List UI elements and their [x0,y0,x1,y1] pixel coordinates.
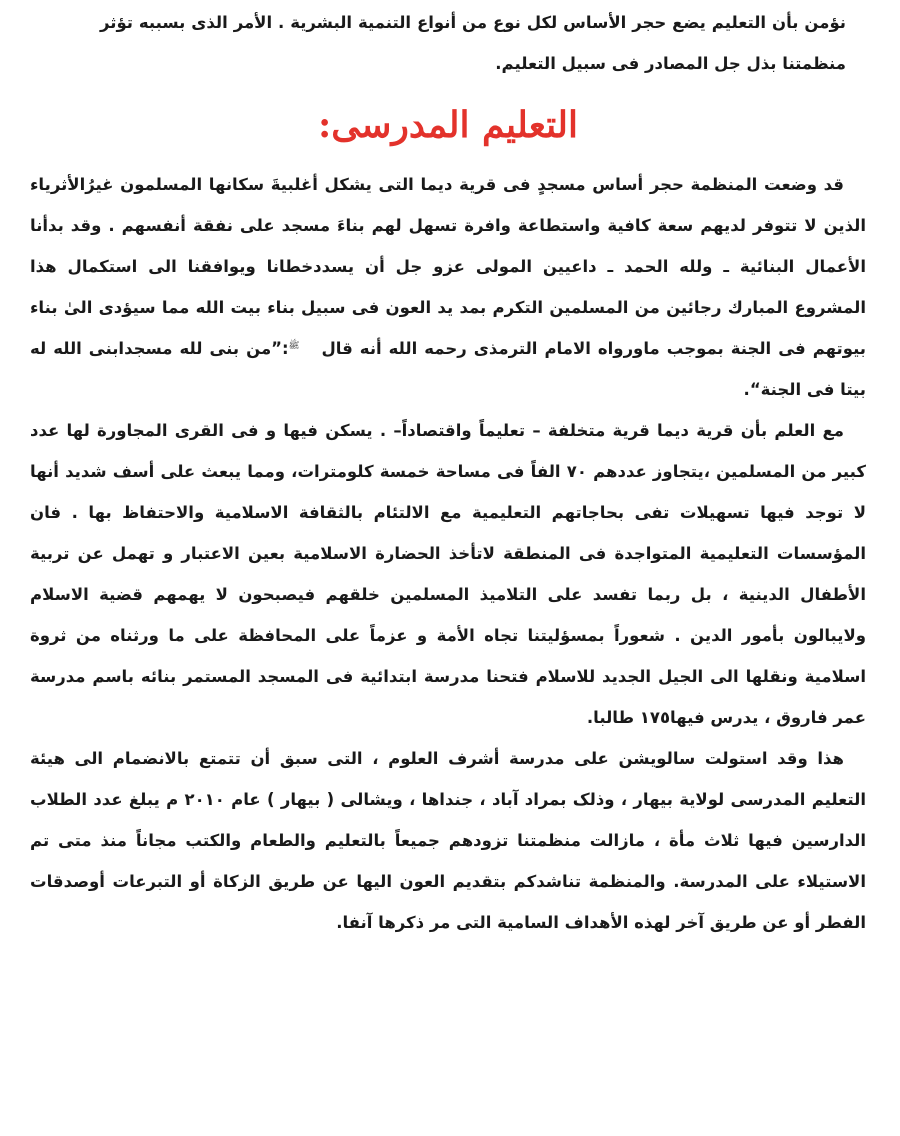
paragraph-mosque [30,164,866,410]
paragraph-ashraf-school: هذا وقد استولت سالويشن على مدرسة أشرف العلوم ، التى سبق أن تتمتع بالانضمام الى هيئة التعليم المدرسى لولاية بيهار ، وذلک بمراد آباد ، جنداها ، ويشالى ( بيهار ) عام ٢٠١٠ م يبلغ عدد الطلاب الدارسين فيها ثلاث مأة ، مازالت منظمتنا تزودهم جميعاً بالتعليم والطعام والكتب مجاناً منذ متى تم الاستيلاء على المدرسة. والمنظمة تناشدكم بتقديم العون اليها عن طريق الزكاة أو التبرعات أوصدقات الفطر أو عن طريق آخر لهذه الأهداف السامية التى مر ذكرها آنفا. [30,749,867,932]
salutation-glyph: ﷺ [288,340,300,351]
section-heading-wrapper [30,94,866,156]
paragraph-mosque-text: قد وضعت المنظمة حجر أساس مسجدٍ فى قرية ديما التى يشكل أغلبيةَ سكانها المسلمون غيرُالأثرياء الذين لا تتوفر لديهم سعة كافية واستطاعة وافرة تسهل لهم بناءَ مسجد على نفقة أنفسهم . وقد بدأنا الأعمال البنائية ـ ولله الحمد ـ داعيين المولى عزو جل أن يسددخطانا ويوافقنا الى استكمال هذا المشروع المبارك رجائين من المسلمين التكرم بمد يد العون فى سبيل بناء بيت الله مما سيؤدى الىٰ بناء بيوتهم فى الجنة بموجب ماورواه الامام الترمذى رحمه الله أنه قال [30,175,866,358]
intro-paragraph: نؤمن بأن التعليم يضع حجر الأساس لكل نوع من أنواع التنمية البشرية . الأمر الذى بسببه تؤثر منظمتنا بذل جل المصادر فى سبيل التعليم. [100,13,846,73]
paragraph-dima-village: مع العلم بأن قرية ديما قرية متخلفة – تعليماً واقتصاداً– . يسكن فيها و فى القرى المجاورة لها عدد كبير من المسلمين ،يتجاوز عددهم ٧٠ الفاً فى مساحة خمسة كلومترات، ومما يبعث على أسف شديد أنها لا توجد فيها تسهيلات تفى بحاجاتهم التعليمية مع الالتئام بالثقافة الاسلامية والاحتفاظ بها . فان المؤسسات التعليمية المتواجدة فى المنطقة لاتأخذ الحضارة الاسلامية بعين الاعتبار و تهمل عن تربية الأطفال الدينية ، بل ربما تفسد على التلاميذ المسلمين خلقهم فيصبحون لا يهمهم قضية الاسلام ولايبالون بأمور الدين . شعوراً بمسؤليتنا تجاه الأمة و عزماً على المحافظة على ما ورثناه من ثروة اسلامية ونقلها الى الجيل الجديد للاسلام فتحنا مدرسة ابتدائية فى المسجد المستمر بنائه باسم مدرسة عمر فاروق ، يدرس فيها١٧٥ طالبا. [30,421,866,727]
section-title: التعليم المدرسى: [318,104,578,146]
paragraph-mosque-hadith: :”من بنى لله مسجدابنى الله له بيتا فى الجنة“. [30,339,866,399]
